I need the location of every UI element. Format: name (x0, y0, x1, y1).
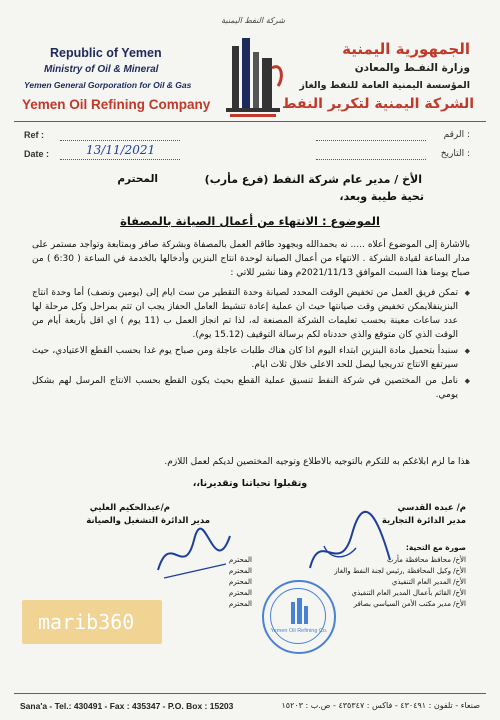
cc-honorific: المحترم (229, 589, 252, 597)
cc-honorifics (212, 555, 252, 610)
signatory-right-title: مدير الدائرة التجارية (381, 516, 466, 526)
ar-date-label: : التاريخ (440, 149, 470, 159)
intro-paragraph: بالاشارة إلى الموضوع أعلاه ..... نه بحمدالله وبجهود طاقم العمل بالمصفاة وبشركة صافر وبمتابعة وتواجد مستمر على مدار الساعة لقيادة الشركة . الانتهاء من أعمال الصيانة لوحدة انتاج البنزين وأدخالها بالخدمة في الساعة ( 6:30 ) من صباح يومنا هذا السبت الموافق 2021/11/13م وهنا نشير للاتي : (32, 240, 470, 278)
cc-line: الأخ/ محافظ محافظة مأرب (387, 556, 466, 564)
signatory-left-title: مدير الدائرة التشغيل والصيانة (86, 516, 210, 526)
date-handwritten: 13/11/2021 (86, 143, 156, 157)
ar-ref-label: : الرقم (443, 130, 470, 140)
company-stamp (262, 580, 336, 654)
cc-line: الأخ/ وكيل المحافظة ,رئيس لجنة النفط والغاز (334, 567, 466, 575)
date-line (60, 159, 180, 160)
watermark-label: marib360 (38, 610, 135, 634)
header-en-corporation: Yemen General Gorporation for Oil & Gas (24, 80, 192, 90)
header-en-country: Republic of Yemen (50, 46, 162, 60)
header-ar-corporation: المؤسسة اليمنية العامة للنفط والغاز (299, 80, 470, 91)
cc-honorific: المحترم (229, 600, 252, 608)
bullet-item: ◆ نامل من المختصين في شركة النفط تنسيق عملية القطع بحيث يكون القطع بحسب الانتاج المرسل لهم بشكل يومي. (32, 374, 470, 402)
footer-divider (14, 693, 486, 694)
header-en-ministry: Ministry of Oil & Mineral (44, 64, 159, 75)
bullet-item: ◆ تمكن فريق العمل من تخفيض الوقت المحدد لصيانة وحدة التقطير من ست ايام إلى (يومين ونصف) أما وحدة انتاج البنزينفلايمكن تخفيض وقت صيانتها حيث ان عملية إعادة تنشيط العامل الحفاز يجب ان تتم بمراحل وكل مرحلة لها عدد ساعات معينة بحسب تعليمات الشركة المصنعة له، لذا تم انجاز العمل ب (11 يوم ) اي اقل بأربعة أيام من الوقت الذي كان متوقع والذي حددناه لكم برسالة التوقيف (15.12 يوم). (32, 286, 470, 342)
ref-label: Ref : (24, 130, 44, 140)
ar-ref-line (316, 140, 426, 141)
header-ar-country: الجمهورية اليمنية (342, 40, 470, 58)
signatory-left-name: م/عبدالحكيم العليي (89, 503, 170, 513)
header-en-company: Yemen Oil Refining Company (22, 97, 211, 112)
date-label: Date : (24, 149, 50, 159)
emblem-text: شركة النفط اليمنية (221, 16, 285, 25)
cc-line: الأخ/ القائم بأعمال المدير العام التنفيذي (351, 589, 466, 597)
header-ar-ministry: وزارة النفـط والمعادن (354, 62, 470, 74)
addressee: الأخ / مدير عام شركة النفط (فرع مأرب) (204, 173, 422, 186)
header-ar-company: الشركة اليمنية لتكرير النفط (282, 96, 474, 112)
regards: وتقبلوا تحياتنا وتقديرنا،، (192, 478, 308, 489)
header-divider (14, 121, 486, 122)
stamp-text: Yemen Oil Refining Co. (270, 628, 328, 634)
footer-ar: صنعاء - تلفون : ٤٣٠٤٩١ - فاكس : ٤٣٥٣٤٧ - ص.ب : ١٥٢٠٣ (281, 701, 480, 710)
subject-line: الموضوع : الانتهاء من أعمال الصيانة بالمصفاة (120, 214, 380, 228)
cc-heading: صورة مع التحية: (405, 543, 466, 552)
cc-honorific: المحترم (229, 578, 252, 586)
signatory-right-name: م/ عبده القدسي (397, 503, 466, 513)
letter-body (32, 238, 470, 404)
cc-honorific: المحترم (229, 567, 252, 575)
closing-paragraph: هذا ما لزم ابلاغكم به للتكرم بالتوجيه بالاطلاع وتوجيه المختصين لديكم لعمل اللازم. (164, 457, 470, 467)
ar-date-line (316, 159, 426, 160)
cc-honorific: المحترم (229, 556, 252, 564)
ref-line (60, 140, 180, 141)
watermark-badge (22, 600, 162, 644)
greeting: تحية طيبة وبعد، (339, 190, 424, 203)
bullet-item: ◆ سنبدأ بتحميل مادة البنزين ابتداء اليوم اذا كان هناك طلبات عاجلة ومن صباح يوم غدا بحسب القطع الاعتيادي، حيث سيرتفع الانتاج تدريجيا ليصل للحد الاعلى خلال ثلاث ايام. (32, 344, 470, 372)
cc-line: الأخ/ مدير مكتب الأمن السياسي بصافر (353, 600, 466, 608)
addressee-honorific: المحترم (117, 173, 158, 185)
cc-line: الأخ/ المدير العام التنفيذي (391, 578, 466, 586)
footer-en: Sana'a - Tel.: 430491 - Fax : 435347 - P.O. Box : 15203 (20, 701, 234, 711)
